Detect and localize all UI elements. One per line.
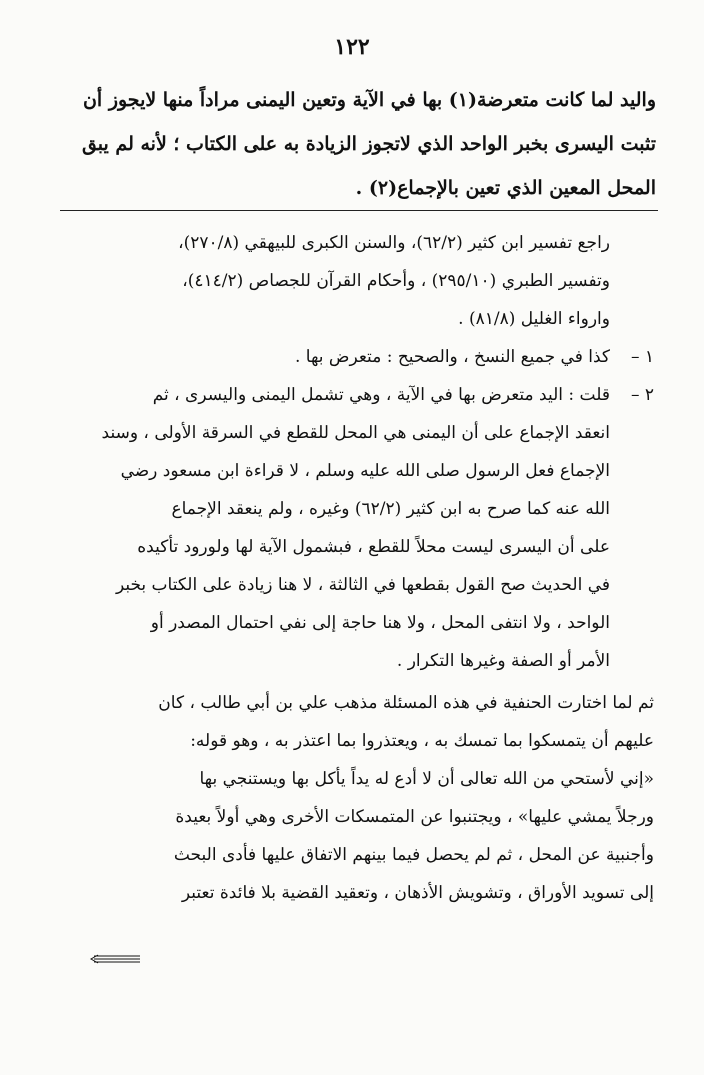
footnotes <box>70 224 654 912</box>
main-text <box>62 78 656 210</box>
footnote-line: وأجنبية عن المحل ، ثم لم يحصل فيما بينهم الاتفاق عليها فأدى البحث <box>173 845 654 865</box>
footnote-number: ١ – <box>630 347 654 367</box>
reference-line: وتفسير الطبري (٢٩٥/١٠) ، وأحكام القرآن للجصاص (٤١٤/٢)، <box>182 271 610 291</box>
footnote-line: ورجلاً يمشي عليها» ، ويجتنبوا عن المتمسكات الأخرى وهي أولاً بعيدة <box>175 807 654 827</box>
footnote-text: قلت : اليد متعرض بها في الآية ، وهي تشمل اليمنى واليسرى ، ثم <box>152 385 610 405</box>
footnote-line: على أن اليسرى ليست محلاً للقطع ، فبشمول الآية لها ولورود تأكيده <box>137 537 610 557</box>
footnote-line: عليهم أن يتمسكوا بما تمسك به ، ويعتذروا بما اعتذر به ، وهو قوله: <box>190 731 654 751</box>
footnote-1 <box>70 338 654 376</box>
footnote-line: إلى تسويد الأوراق ، وتشويش الأذهان ، وتعقيد القضية بلا فائدة تعتبر <box>181 883 654 903</box>
footnote-2 <box>70 376 654 414</box>
footnote-divider <box>60 210 658 211</box>
footnote-line: الله عنه كما صرح به ابن كثير (٦٢/٢) وغيره ، ولم ينعقد الإجماع <box>171 499 610 519</box>
footnote-line: الواحد ، ولا انتفى المحل ، ولا هنا حاجة إلى نفي احتمال المصدر أو <box>150 613 610 633</box>
footnote-line: الأمر أو الصفة وغيرها التكرار . <box>396 651 610 671</box>
footnote-text: كذا في جميع النسخ ، والصحيح : متعرض بها . <box>294 347 610 367</box>
footnote-line: ثم لما اختارت الحنفية في هذه المسئلة مذهب علي بن أبي طالب ، كان <box>158 693 654 713</box>
main-line: واليد لما كانت متعرضة(١) بها في الآية وتعين اليمنى مراداً منها لايجوز أن <box>82 89 656 111</box>
continuation-arrow-icon <box>88 954 140 964</box>
footnote-line: «إني لأستحي من الله تعالى أن لا أدع له يداً يأكل بها ويستنجي بها <box>199 769 654 789</box>
main-line: تثبت اليسرى بخبر الواحد الذي لاتجوز الزيادة به على الكتاب ؛ لأنه لم يبق <box>81 133 656 155</box>
main-line: المحل المعين الذي تعين بالإجماع(٢) . <box>355 177 656 199</box>
reference-line: وارواء الغليل (٨١/٨) . <box>458 309 610 329</box>
footnote-line: في الحديث صح القول بقطعها في الثالثة ، لا هنا زيادة على الكتاب بخبر <box>115 575 610 595</box>
footnote-line: انعقد الإجماع على أن اليمنى هي المحل للقطع في السرقة الأولى ، وسند <box>101 423 610 443</box>
footnote-line: الإجماع فعل الرسول صلى الله عليه وسلم ، لا قراءة ابن مسعود رضي <box>120 461 610 481</box>
reference-line: راجع تفسير ابن كثير (٦٢/٢)، والسنن الكبرى للبيهقي (٢٧٠/٨)، <box>178 233 610 253</box>
footnote-number: ٢ – <box>630 385 654 405</box>
page-number: ١٢٢ <box>334 34 370 60</box>
